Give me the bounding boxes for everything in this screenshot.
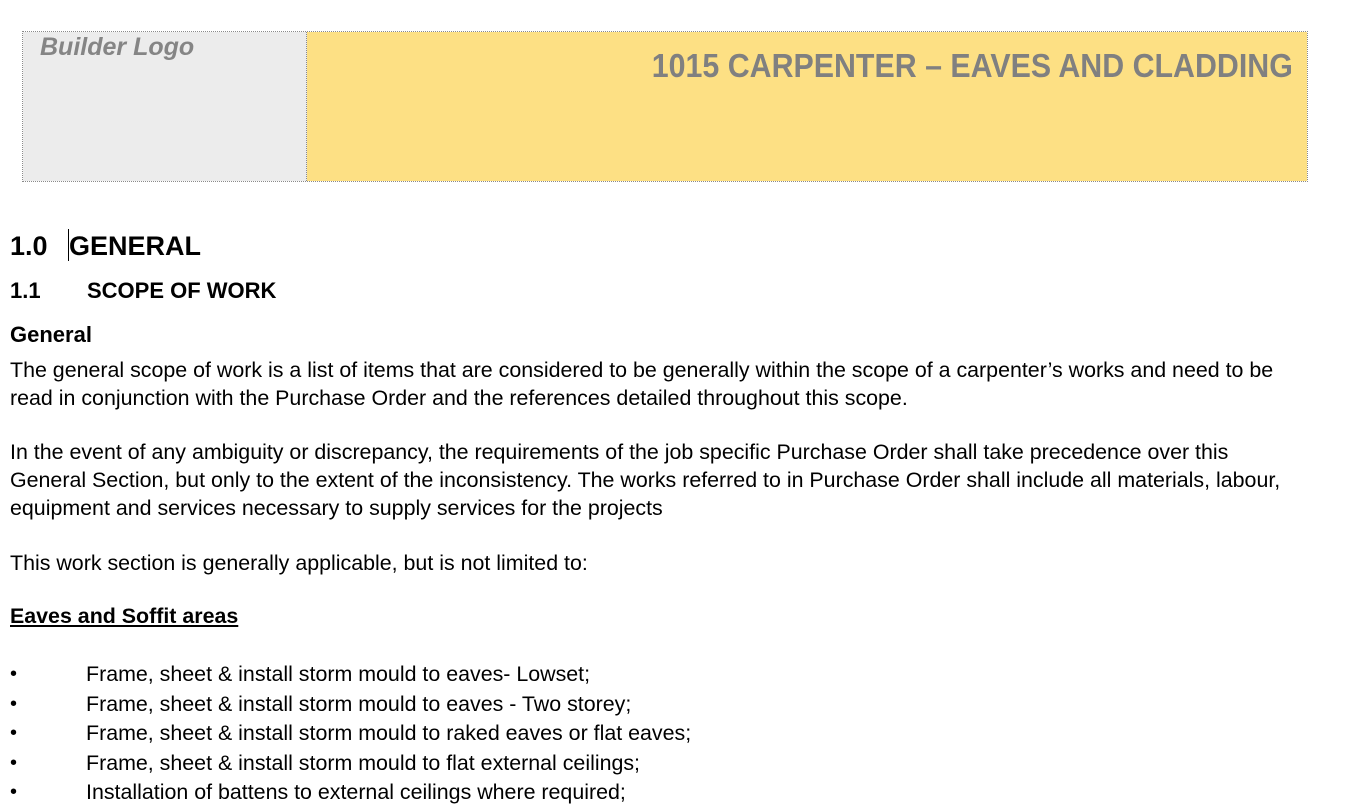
list-item[interactable] xyxy=(10,660,691,690)
header-table xyxy=(22,31,1308,182)
document-title: 1015 CARPENTER – EAVES AND CLADDING xyxy=(651,47,1293,84)
bullet-icon: • xyxy=(10,722,18,744)
bullet-icon: • xyxy=(10,751,18,774)
builder-logo: Builder Logo xyxy=(40,33,195,61)
paragraph-discrepancy[interactable]: In the event of any ambiguity or discrepancy, the requirements of the job specific Purchase Order shall take precedence over this General Section, but only to the extent of the inconsistency. The works referred to in Purchase Order shall include all materials, labour, equipment and services necessary to supply services for the projects xyxy=(10,440,1281,520)
section-title: GENERAL xyxy=(69,231,202,261)
bullet-icon: • xyxy=(10,781,18,803)
list-item-text: Frame, sheet & install storm mould to eaves- Lowset; xyxy=(86,662,591,686)
paragraph-applicability[interactable]: This work section is generally applicable, but is not limited to: xyxy=(10,551,588,575)
subsection-title: SCOPE OF WORK xyxy=(87,278,277,303)
list-item-text: Frame, sheet & install storm mould to flat external ceilings; xyxy=(86,750,641,775)
bullet-icon: • xyxy=(10,663,18,685)
section-number: 1.0 xyxy=(10,231,48,261)
list-item-text: Frame, sheet & install storm mould to eaves - Two storey; xyxy=(86,691,632,716)
list-item[interactable] xyxy=(10,719,691,749)
subsection-number: 1.1 xyxy=(10,278,41,303)
logo-cell xyxy=(23,32,307,181)
title-cell xyxy=(307,32,1307,181)
general-heading[interactable]: General xyxy=(10,322,92,347)
bullet-icon: • xyxy=(10,692,18,715)
subsection-heading[interactable] xyxy=(10,278,276,304)
eaves-heading[interactable]: Eaves and Soffit areas xyxy=(10,604,239,628)
list-item-text: Installation of battens to external ceilings where required; xyxy=(86,780,626,804)
bullet-list xyxy=(10,660,691,808)
paragraph-scope[interactable]: The general scope of work is a list of items that are considered to be generally within the scope of a carpenter’s works and need to be read in conjunction with the Purchase Order and the references detailed throughout this scope. xyxy=(10,358,1274,410)
list-item[interactable] xyxy=(10,749,691,779)
list-item[interactable] xyxy=(10,778,691,808)
section-heading[interactable] xyxy=(10,229,201,262)
list-item[interactable] xyxy=(10,690,691,720)
list-item-text: Frame, sheet & install storm mould to raked eaves or flat eaves; xyxy=(86,721,692,745)
